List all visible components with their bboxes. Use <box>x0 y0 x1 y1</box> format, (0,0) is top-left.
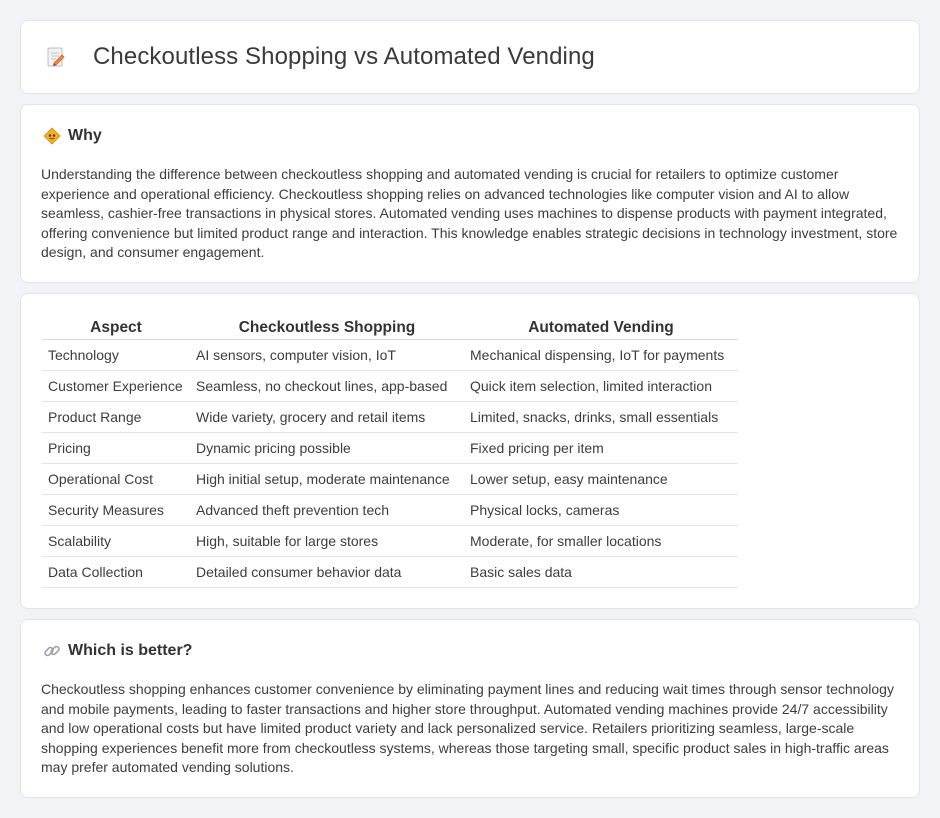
header-vending: Automated Vending <box>464 316 738 340</box>
cell-checkoutless: Dynamic pricing possible <box>190 433 464 464</box>
table-header-row <box>42 316 738 340</box>
cell-checkoutless: High initial setup, moderate maintenance <box>190 464 464 495</box>
table-row <box>42 526 738 557</box>
why-card <box>20 104 920 283</box>
sparkle-diamond-icon <box>43 127 61 145</box>
cell-checkoutless: High, suitable for large stores <box>190 526 464 557</box>
cell-checkoutless: Advanced theft prevention tech <box>190 495 464 526</box>
cell-vending: Physical locks, cameras <box>464 495 738 526</box>
cell-aspect: Technology <box>42 340 190 371</box>
why-header <box>43 127 102 145</box>
cell-checkoutless: Seamless, no checkout lines, app-based <box>190 371 464 402</box>
which-is-better-card <box>20 619 920 798</box>
header-checkoutless: Checkoutless Shopping <box>190 316 464 340</box>
table-row <box>42 557 738 588</box>
cell-vending: Basic sales data <box>464 557 738 588</box>
cell-vending: Mechanical dispensing, IoT for payments <box>464 340 738 371</box>
cell-checkoutless: Wide variety, grocery and retail items <box>190 402 464 433</box>
table-row <box>42 371 738 402</box>
why-heading: Why <box>68 127 102 144</box>
link-icon <box>43 642 61 660</box>
table-row <box>42 464 738 495</box>
better-paragraph: Checkoutless shopping enhances customer convenience by eliminating payment lines and reducing wait times through sensor technology and mobile payments, leading to faster transactions and higher store throughput. Automated vending machines provide 24/7 accessibility and low operational costs but have limited product variety and lack personalized service. Retailers prioritizing seamless, large-scale shopping experiences benefit more from checkoutless systems, whereas those targeting small, specific product sales in high-traffic areas may prefer automated vending solutions. <box>41 681 894 776</box>
title-row <box>45 43 595 71</box>
cell-aspect: Data Collection <box>42 557 190 588</box>
cell-vending: Lower setup, easy maintenance <box>464 464 738 495</box>
cell-checkoutless: AI sensors, computer vision, IoT <box>190 340 464 371</box>
cell-aspect: Security Measures <box>42 495 190 526</box>
header-aspect: Aspect <box>42 316 190 340</box>
document-pencil-icon <box>45 46 67 68</box>
cell-aspect: Product Range <box>42 402 190 433</box>
title-card <box>20 20 920 94</box>
better-heading: Which is better? <box>68 642 193 659</box>
cell-aspect: Customer Experience <box>42 371 190 402</box>
table-row <box>42 495 738 526</box>
cell-checkoutless: Detailed consumer behavior data <box>190 557 464 588</box>
comparison-table <box>42 316 738 588</box>
cell-vending: Fixed pricing per item <box>464 433 738 464</box>
table-row <box>42 340 738 371</box>
why-paragraph: Understanding the difference between checkoutless shopping and automated vending is crucial for retailers to optimize customer experience and operational efficiency. Checkoutless shopping relies on advanced technologies like computer vision and AI to allow seamless, cashier-free transactions in physical stores. Automated vending uses machines to dispense products with payment integrated, offering convenience but limited product range and interaction. This knowledge enables strategic decisions in technology investment, store design, and consumer engagement. <box>41 166 898 261</box>
cell-aspect: Operational Cost <box>42 464 190 495</box>
page-title: Checkoutless Shopping vs Automated Vending <box>93 43 595 70</box>
cell-vending: Moderate, for smaller locations <box>464 526 738 557</box>
cell-aspect: Pricing <box>42 433 190 464</box>
cell-vending: Quick item selection, limited interaction <box>464 371 738 402</box>
better-header <box>43 642 192 660</box>
cell-vending: Limited, snacks, drinks, small essentials <box>464 402 738 433</box>
table-row <box>42 402 738 433</box>
cell-aspect: Scalability <box>42 526 190 557</box>
comparison-card <box>20 293 920 609</box>
table-row <box>42 433 738 464</box>
